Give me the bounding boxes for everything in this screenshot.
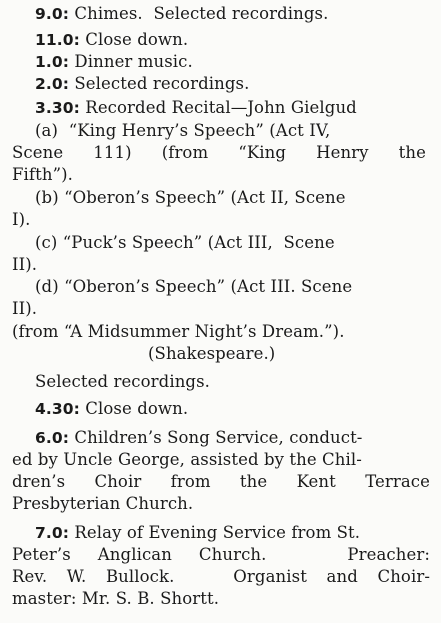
- recital-item-a-line3: Fifth”).: [12, 165, 74, 184]
- entry-7-0-line3-text: Rev. W. Bullock. Organist and Choir-: [12, 567, 430, 586]
- recital-item-a-line1: (a) “King Henry’s Speech” (Act IV,: [35, 121, 331, 140]
- recital-item-c-line1: (c) “Puck’s Speech” (Act III, Scene: [35, 233, 335, 252]
- entry-6-0-line3: [12, 472, 430, 492]
- entry-7-0-line4: master: Mr. S. B. Shortt.: [12, 589, 220, 608]
- entry-9-0: [35, 4, 328, 24]
- time-label: 3.30:: [35, 99, 80, 117]
- entry-6-0-line2: ed by Uncle George, assisted by the Chil-: [12, 450, 362, 469]
- time-label: 4.30:: [35, 400, 80, 418]
- entry-6-0-line4: Presbyterian Church.: [12, 494, 194, 513]
- time-label: 7.0:: [35, 524, 70, 542]
- entry-4-30: [35, 399, 188, 419]
- entry-6-0-line1: [35, 428, 362, 448]
- selected-recordings: Selected recordings.: [35, 372, 211, 391]
- entry-text: Children’s Song Service, conduct-: [69, 428, 363, 447]
- recital-item-d-line2: II).: [12, 299, 38, 318]
- entry-text: Recorded Recital—John Gielgud: [79, 98, 357, 117]
- entry-1-0: [35, 52, 193, 72]
- recital-item-b-line2: I).: [12, 210, 31, 229]
- time-label: 6.0:: [35, 429, 70, 447]
- time-label: 11.0:: [35, 31, 80, 49]
- recital-item-b-line1: (b) “Oberon’s Speech” (Act II, Scene: [35, 188, 346, 207]
- entry-11-0: [35, 30, 188, 50]
- recital-item-d-line1: (d) “Oberon’s Speech” (Act III. Scene: [35, 277, 353, 296]
- time-label: 2.0:: [35, 75, 70, 93]
- entry-text: Chimes. Selected recordings.: [69, 4, 329, 23]
- entry-text: Close down.: [79, 30, 189, 49]
- entry-text: Close down.: [79, 399, 189, 418]
- recital-source: (from “A Midsummer Night’s Dream.”).: [12, 322, 345, 341]
- recital-item-a-line2-text: Scene 111) (from “King Henry the: [12, 143, 426, 162]
- entry-6-0-line3-text: dren’s Choir from the Kent Terrace: [12, 472, 430, 491]
- recital-author: (Shakespeare.): [148, 344, 276, 363]
- entry-2-0: [35, 74, 249, 94]
- entry-7-0-line3: [12, 567, 430, 587]
- entry-7-0-line2-text: Peter’s Anglican Church. Preacher:: [12, 545, 430, 564]
- entry-3-30: [35, 98, 357, 118]
- time-label: 9.0:: [35, 5, 70, 23]
- time-label: 1.0:: [35, 53, 70, 71]
- entry-text: Selected recordings.: [69, 74, 250, 93]
- recital-item-c-line2: II).: [12, 255, 38, 274]
- entry-7-0-line1: [35, 523, 360, 543]
- entry-7-0-line2: [12, 545, 430, 565]
- entry-text: Dinner music.: [69, 52, 193, 71]
- entry-text: Relay of Evening Service from St.: [69, 523, 361, 542]
- recital-item-a-line2: [12, 143, 426, 163]
